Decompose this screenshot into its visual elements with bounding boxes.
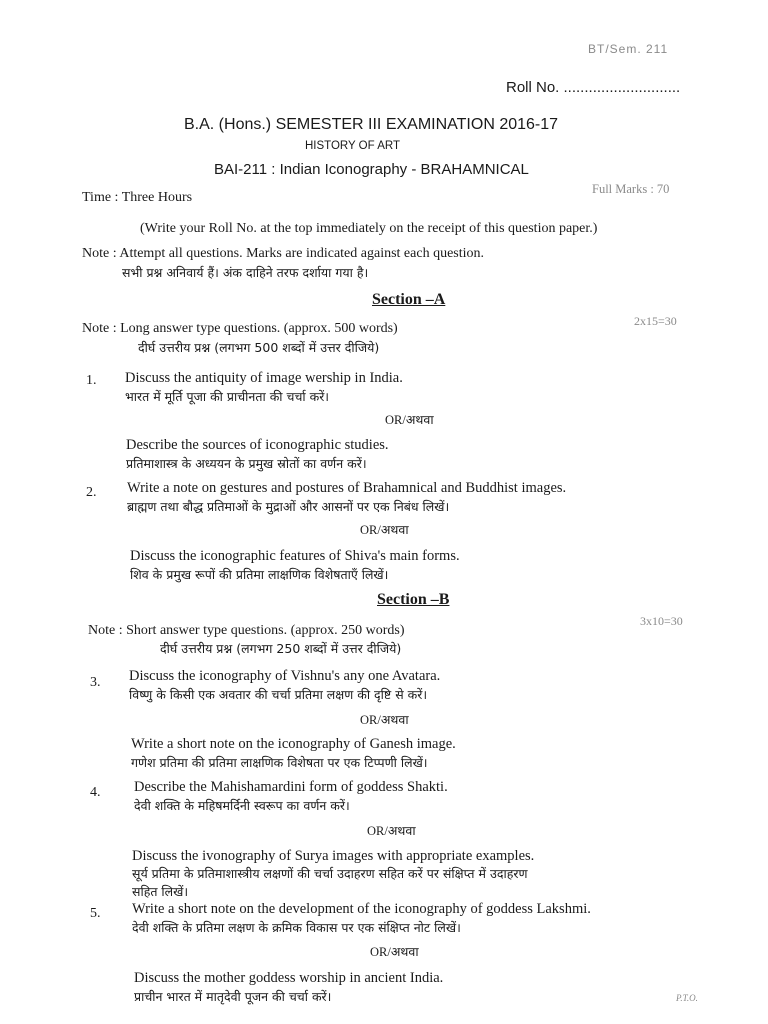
section-a-title: Section –A	[372, 291, 446, 308]
question-text: Discuss the iconography of Vishnu's any one Avatara.	[129, 668, 441, 684]
full-marks: Full Marks : 70	[592, 182, 670, 196]
or-separator: OR/अथवा	[370, 945, 419, 959]
section-b-marks: 3x10=30	[640, 614, 683, 628]
question-text-hindi: गणेश प्रतिमा की प्रतिमा लाक्षणिक विशेषता पर एक टिप्पणी लिखें।	[131, 755, 428, 770]
section-a-marks: 2x15=30	[634, 314, 677, 328]
paper-title: BAI-211 : Indian Iconography - BRAHAMNICAL	[214, 161, 529, 178]
please-turn-over: P.T.O.	[676, 993, 698, 1003]
question-text-hindi: भारत में मूर्ति पूजा की प्राचीनता की चर्चा करें।	[125, 389, 330, 404]
question-text: Write a short note on the iconography of Ganesh image.	[131, 736, 456, 752]
section-a-note: Note : Long answer type questions. (approx. 500 words)	[82, 321, 398, 336]
section-b-note-hindi: दीर्घ उत्तरीय प्रश्न (लगभग 250 शब्दों में उत्तर दीजिये)	[160, 641, 402, 656]
question-text-hindi-continued: सहित लिखें।	[132, 884, 189, 899]
question-text-hindi: देवी शक्ति के प्रतिमा लक्षण के क्रमिक विकास पर एक संक्षिप्त नोट लिखें।	[132, 920, 461, 935]
question-text: Describe the Mahishamardini form of goddess Shakti.	[134, 779, 448, 795]
question-text-hindi: ब्राह्मण तथा बौद्ध प्रतिमाओं के मुद्राओं और आसनों पर एक निबंध लिखें।	[127, 499, 450, 514]
question-text: Discuss the ivonography of Surya images with appropriate examples.	[132, 848, 535, 864]
question-text: Discuss the mother goddess worship in ancient India.	[134, 970, 444, 986]
question-text: Discuss the iconographic features of Shiva's main forms.	[130, 548, 460, 564]
question-text-hindi: सूर्य प्रतिमा के प्रतिमाशास्त्रीय लक्षणों की चर्चा उदाहरण सहित करें पर संक्षिप्त में उदाहरण	[132, 866, 528, 881]
question-number: 5.	[90, 906, 101, 921]
question-text: Write a note on gestures and postures of Brahamnical and Buddhist images.	[127, 480, 567, 496]
or-separator: OR/अथवा	[385, 413, 434, 427]
roll-instruction: (Write your Roll No. at the top immediately on the receipt of this question paper.)	[140, 221, 598, 236]
roll-number-field: Roll No. ............................	[506, 79, 681, 96]
section-b-note: Note : Short answer type questions. (approx. 250 words)	[88, 623, 405, 638]
question-number: 1.	[86, 373, 97, 388]
question-number: 4.	[90, 785, 101, 800]
question-text: Write a short note on the development of the iconography of goddess Lakshmi.	[132, 901, 591, 917]
subject-title: HISTORY OF ART	[305, 140, 401, 152]
paper-code: BT/Sem. 211	[588, 42, 669, 56]
exam-title: B.A. (Hons.) SEMESTER III EXAMINATION 2016-17	[184, 116, 559, 133]
question-text-hindi: देवी शक्ति के महिषमर्दिनी स्वरूप का वर्णन करें।	[134, 798, 350, 813]
question-text: Describe the sources of iconographic studies.	[126, 437, 389, 453]
exam-duration: Time : Three Hours	[82, 190, 193, 205]
or-separator: OR/अथवा	[360, 523, 409, 537]
question-text-hindi: शिव के प्रमुख रूपों की प्रतिमा लाक्षणिक विशेषताएँ लिखें।	[130, 567, 389, 582]
question-text-hindi: प्रतिमाशास्त्र के अध्ययन के प्रमुख स्रोतों का वर्णन करें।	[126, 456, 367, 471]
general-note-hindi: सभी प्रश्न अनिवार्य हैं। अंक दाहिने तरफ दर्शाया गया है।	[122, 265, 369, 280]
section-a-note-hindi: दीर्घ उत्तरीय प्रश्न (लगभग 500 शब्दों में उत्तर दीजिये)	[138, 340, 380, 355]
question-text-hindi: विष्णु के किसी एक अवतार की चर्चा प्रतिमा लक्षण की दृष्टि से करें।	[129, 687, 428, 702]
question-number: 2.	[86, 485, 97, 500]
or-separator: OR/अथवा	[367, 824, 416, 838]
section-b-title: Section –B	[377, 591, 450, 608]
or-separator: OR/अथवा	[360, 713, 409, 727]
general-note: Note : Attempt all questions. Marks are indicated against each question.	[82, 246, 485, 261]
question-text: Discuss the antiquity of image wership in India.	[125, 370, 403, 386]
question-number: 3.	[90, 675, 101, 690]
question-text-hindi: प्राचीन भारत में मातृदेवी पूजन की चर्चा करें।	[134, 989, 332, 1004]
